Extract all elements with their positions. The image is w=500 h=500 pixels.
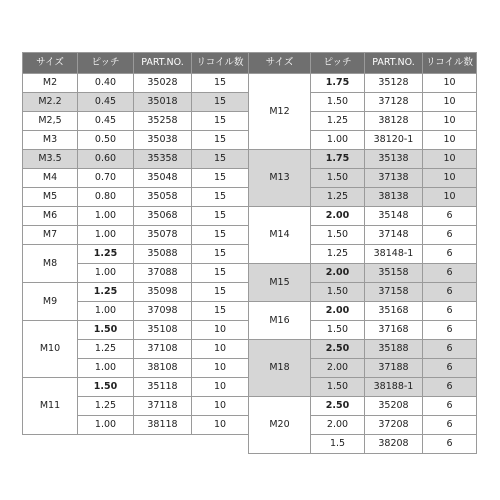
part-no-cell: 35128: [365, 74, 423, 93]
pitch-cell: 2.50: [311, 340, 365, 359]
part-no-cell: 38108: [134, 359, 192, 378]
part-no-cell: 37168: [365, 321, 423, 340]
pitch-cell: 2.50: [311, 397, 365, 416]
pitch-cell: 1.00: [78, 207, 134, 226]
table-row: [23, 74, 249, 93]
recoil-count-cell: 15: [192, 207, 249, 226]
size-cell: M11: [23, 378, 78, 435]
size-cell: M10: [23, 321, 78, 378]
pitch-cell: 1.50: [311, 93, 365, 112]
recoil-count-cell: 15: [192, 150, 249, 169]
table-row: [23, 150, 249, 169]
recoil-count-cell: 10: [192, 397, 249, 416]
recoil-count-cell: 6: [423, 226, 477, 245]
part-no-cell: 37128: [365, 93, 423, 112]
part-no-cell: 37098: [134, 302, 192, 321]
part-no-cell: 37088: [134, 264, 192, 283]
pitch-cell: 0.80: [78, 188, 134, 207]
recoil-count-cell: 6: [423, 283, 477, 302]
size-cell: M13: [249, 150, 311, 207]
part-no-cell: 38138: [365, 188, 423, 207]
recoil-count-cell: 10: [423, 169, 477, 188]
table-row: [23, 245, 249, 264]
recoil-count-cell: 15: [192, 226, 249, 245]
header-part-no: PART.NO.: [365, 53, 423, 74]
pitch-cell: 1.25: [78, 397, 134, 416]
table-row: [249, 302, 477, 321]
pitch-cell: 1.00: [78, 416, 134, 435]
pitch-cell: 1.75: [311, 150, 365, 169]
part-no-cell: 35038: [134, 131, 192, 150]
recoil-table-left: [22, 52, 249, 435]
header-size: サイズ: [23, 53, 78, 74]
recoil-count-cell: 15: [192, 264, 249, 283]
recoil-count-cell: 15: [192, 245, 249, 264]
table-row: [249, 74, 477, 93]
recoil-count-cell: 6: [423, 378, 477, 397]
pitch-cell: 1.00: [78, 264, 134, 283]
table-row: [23, 207, 249, 226]
part-no-cell: 35108: [134, 321, 192, 340]
pitch-cell: 2.00: [311, 264, 365, 283]
recoil-count-cell: 15: [192, 283, 249, 302]
header-recoil-count: リコイル数: [192, 53, 249, 74]
pitch-cell: 2.00: [311, 359, 365, 378]
recoil-count-cell: 15: [192, 169, 249, 188]
recoil-count-cell: 15: [192, 188, 249, 207]
size-cell: M3.5: [23, 150, 78, 169]
pitch-cell: 2.00: [311, 207, 365, 226]
size-cell: M5: [23, 188, 78, 207]
recoil-count-cell: 10: [423, 112, 477, 131]
table-row: [23, 321, 249, 340]
pitch-cell: 1.00: [78, 359, 134, 378]
pitch-cell: 1.25: [311, 245, 365, 264]
size-cell: M16: [249, 302, 311, 340]
part-no-cell: 35168: [365, 302, 423, 321]
pitch-cell: 1.25: [311, 112, 365, 131]
pitch-cell: 1.5: [311, 435, 365, 454]
pitch-cell: 1.50: [311, 169, 365, 188]
recoil-count-cell: 6: [423, 207, 477, 226]
recoil-count-cell: 10: [423, 150, 477, 169]
part-no-cell: 37108: [134, 340, 192, 359]
size-cell: M8: [23, 245, 78, 283]
table-row: [249, 207, 477, 226]
pitch-cell: 1.50: [78, 321, 134, 340]
recoil-count-cell: 10: [192, 321, 249, 340]
part-no-cell: 35098: [134, 283, 192, 302]
recoil-count-cell: 15: [192, 74, 249, 93]
table-row: [23, 112, 249, 131]
size-cell: M15: [249, 264, 311, 302]
part-no-cell: 35068: [134, 207, 192, 226]
part-no-cell: 35018: [134, 93, 192, 112]
recoil-count-cell: 10: [423, 93, 477, 112]
part-no-cell: 37208: [365, 416, 423, 435]
part-no-cell: 35058: [134, 188, 192, 207]
part-no-cell: 37148: [365, 226, 423, 245]
size-cell: M2: [23, 74, 78, 93]
part-no-cell: 37158: [365, 283, 423, 302]
part-no-cell: 38118: [134, 416, 192, 435]
table-header-row: [23, 53, 249, 74]
recoil-count-cell: 15: [192, 131, 249, 150]
part-no-cell: 35148: [365, 207, 423, 226]
part-no-cell: 35078: [134, 226, 192, 245]
part-no-cell: 35358: [134, 150, 192, 169]
pitch-cell: 0.50: [78, 131, 134, 150]
part-no-cell: 38120-1: [365, 131, 423, 150]
pitch-cell: 2.00: [311, 416, 365, 435]
table-row: [249, 340, 477, 359]
recoil-count-cell: 6: [423, 397, 477, 416]
table-row: [23, 226, 249, 245]
part-no-cell: 35188: [365, 340, 423, 359]
pitch-cell: 0.70: [78, 169, 134, 188]
part-no-cell: 37138: [365, 169, 423, 188]
pitch-cell: 0.60: [78, 150, 134, 169]
recoil-count-cell: 10: [423, 131, 477, 150]
header-recoil-count: リコイル数: [423, 53, 477, 74]
size-cell: M14: [249, 207, 311, 264]
part-no-cell: 35118: [134, 378, 192, 397]
table-row: [23, 378, 249, 397]
part-no-cell: 38148-1: [365, 245, 423, 264]
part-no-cell: 35258: [134, 112, 192, 131]
table-row: [23, 169, 249, 188]
pitch-cell: 1.00: [78, 302, 134, 321]
recoil-count-cell: 15: [192, 112, 249, 131]
size-cell: M18: [249, 340, 311, 397]
pitch-cell: 1.25: [78, 340, 134, 359]
table-row: [23, 283, 249, 302]
table-row: [249, 264, 477, 283]
recoil-count-cell: 6: [423, 321, 477, 340]
recoil-count-cell: 6: [423, 359, 477, 378]
part-no-cell: 37188: [365, 359, 423, 378]
table-row: [249, 150, 477, 169]
pitch-cell: 1.50: [311, 226, 365, 245]
header-pitch: ピッチ: [311, 53, 365, 74]
size-cell: M4: [23, 169, 78, 188]
recoil-count-cell: 6: [423, 264, 477, 283]
part-no-cell: 35048: [134, 169, 192, 188]
recoil-count-cell: 10: [192, 340, 249, 359]
recoil-count-cell: 15: [192, 93, 249, 112]
size-cell: M7: [23, 226, 78, 245]
pitch-cell: 1.50: [311, 283, 365, 302]
part-no-cell: 38188-1: [365, 378, 423, 397]
pitch-cell: 1.25: [78, 245, 134, 264]
header-part-no: PART.NO.: [134, 53, 192, 74]
recoil-count-cell: 6: [423, 340, 477, 359]
recoil-count-cell: 10: [423, 188, 477, 207]
header-size: サイズ: [249, 53, 311, 74]
table-row: [23, 131, 249, 150]
size-cell: M12: [249, 74, 311, 150]
part-no-cell: 35158: [365, 264, 423, 283]
recoil-count-cell: 6: [423, 416, 477, 435]
part-no-cell: 37118: [134, 397, 192, 416]
recoil-count-cell: 10: [192, 416, 249, 435]
size-cell: M20: [249, 397, 311, 454]
size-cell: M9: [23, 283, 78, 321]
table-row: [23, 188, 249, 207]
pitch-cell: 1.75: [311, 74, 365, 93]
part-no-cell: 35208: [365, 397, 423, 416]
recoil-count-cell: 6: [423, 435, 477, 454]
size-cell: M2,5: [23, 112, 78, 131]
pitch-cell: 1.50: [78, 378, 134, 397]
recoil-count-cell: 15: [192, 302, 249, 321]
pitch-cell: 0.45: [78, 93, 134, 112]
pitch-cell: 0.45: [78, 112, 134, 131]
pitch-cell: 1.50: [311, 321, 365, 340]
pitch-cell: 1.50: [311, 378, 365, 397]
table-header-row: [249, 53, 477, 74]
recoil-count-cell: 6: [423, 302, 477, 321]
recoil-table-right: [248, 52, 477, 454]
size-cell: M2.2: [23, 93, 78, 112]
part-no-cell: 35088: [134, 245, 192, 264]
size-cell: M3: [23, 131, 78, 150]
pitch-cell: 2.00: [311, 302, 365, 321]
pitch-cell: 0.40: [78, 74, 134, 93]
recoil-count-cell: 10: [192, 359, 249, 378]
size-cell: M6: [23, 207, 78, 226]
recoil-count-cell: 10: [423, 74, 477, 93]
part-no-cell: 35138: [365, 150, 423, 169]
recoil-count-cell: 6: [423, 245, 477, 264]
pitch-cell: 1.25: [311, 188, 365, 207]
part-no-cell: 38128: [365, 112, 423, 131]
pitch-cell: 1.00: [311, 131, 365, 150]
recoil-count-cell: 10: [192, 378, 249, 397]
table-row: [23, 93, 249, 112]
part-no-cell: 35028: [134, 74, 192, 93]
pitch-cell: 1.00: [78, 226, 134, 245]
header-pitch: ピッチ: [78, 53, 134, 74]
pitch-cell: 1.25: [78, 283, 134, 302]
part-no-cell: 38208: [365, 435, 423, 454]
table-row: [249, 397, 477, 416]
